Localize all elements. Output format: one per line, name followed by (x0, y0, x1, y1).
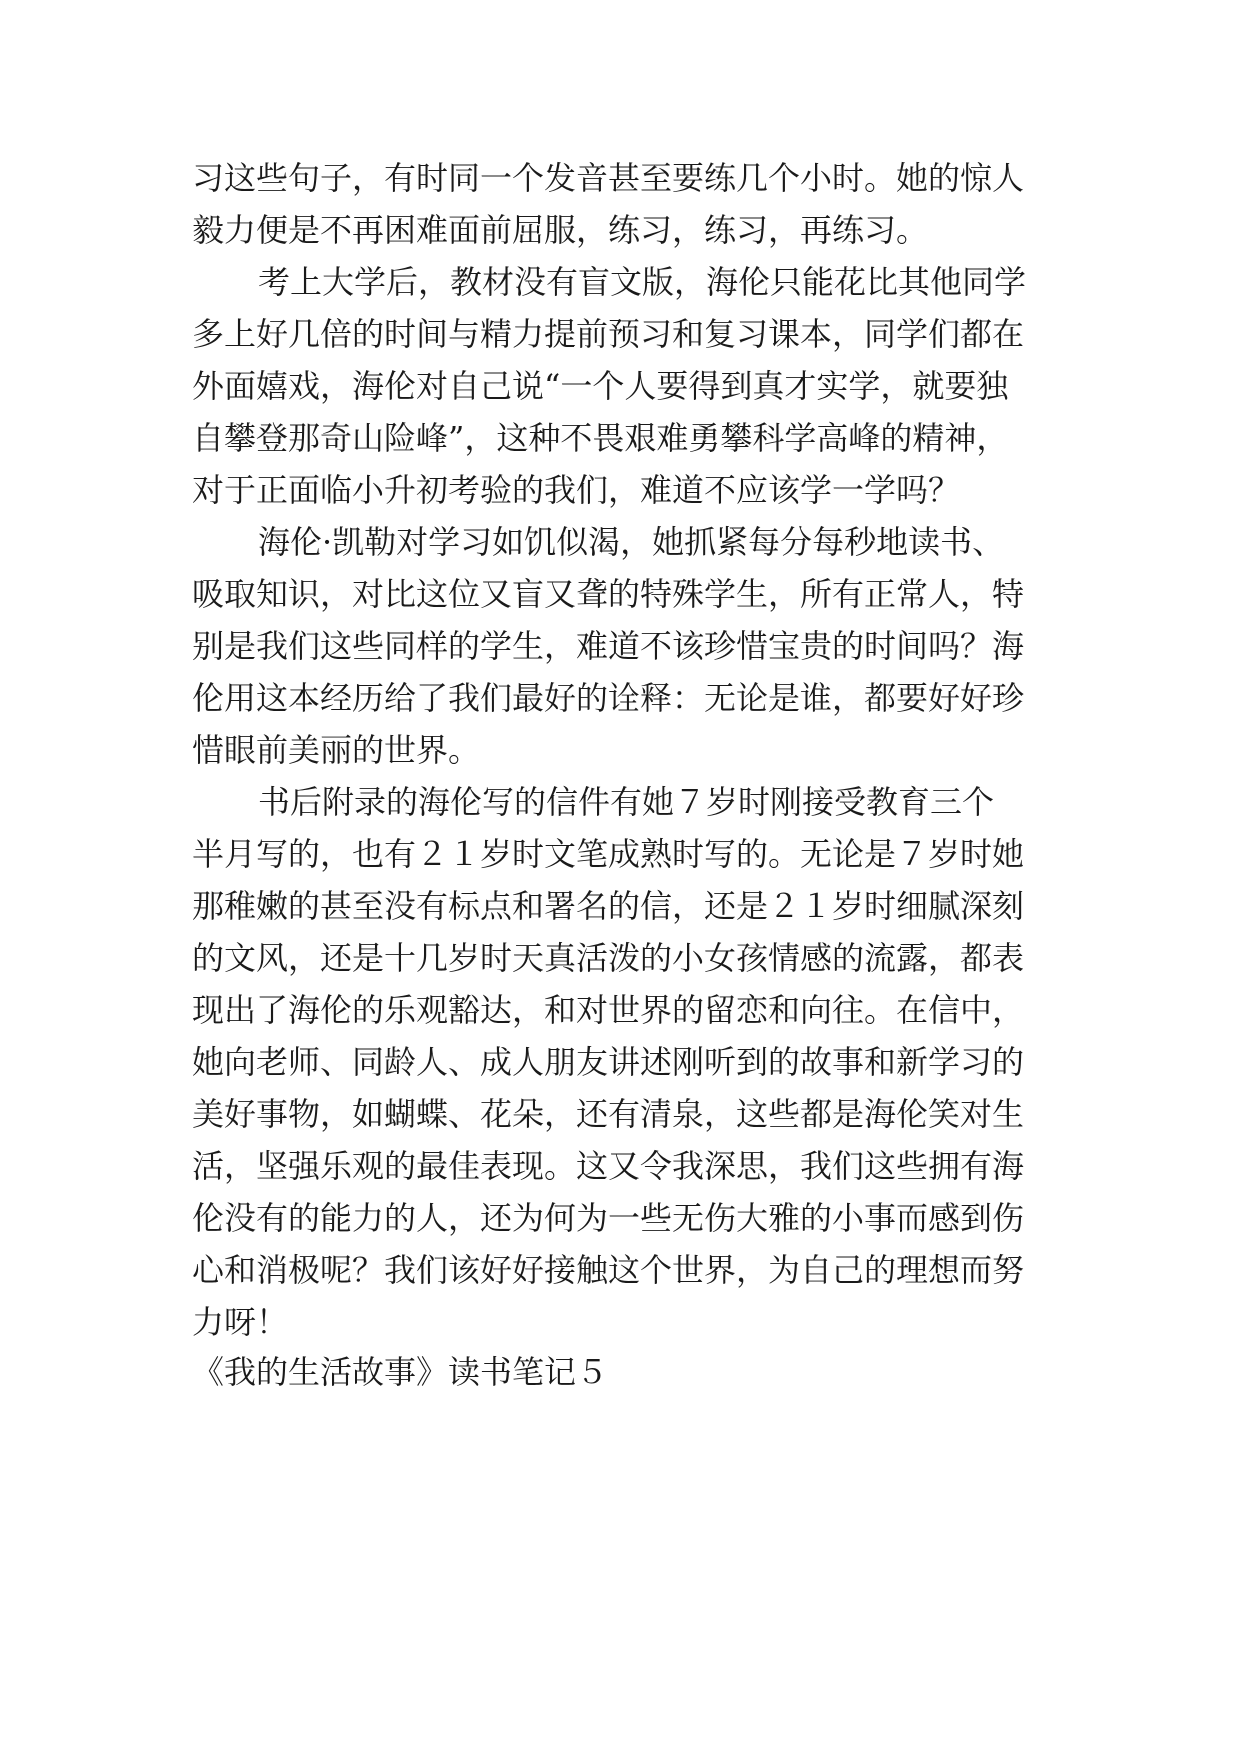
text-line: 美好事物，如蝴蝶、花朵，还有清泉，这些都是海伦笑对生 (192, 1095, 1025, 1133)
paragraph-first-line: 书后附录的海伦写的信件有她７岁时刚接受教育三个 (258, 783, 995, 821)
text-line: 外面嬉戏，海伦对自己说“一个人要得到真才实学，就要独 (192, 367, 1009, 405)
text-line: 的文风，还是十几岁时天真活泼的小女孩情感的流露，都表 (192, 939, 1025, 977)
text-line: 惜眼前美丽的世界。 (192, 731, 481, 769)
text-line: 现出了海伦的乐观豁达，和对世界的留恋和向往。在信中， (192, 991, 1025, 1029)
paragraph-first-line: 海伦·凯勒对学习如饥似渴，她抓紧每分每秒地读书、 (258, 523, 1005, 561)
text-line: 毅力便是不再困难面前屈服，练习，练习，再练习。 (192, 211, 929, 249)
text-line: 半月写的，也有２１岁时文笔成熟时写的。无论是７岁时她 (192, 835, 1025, 873)
text-line: 伦没有的能力的人，还为何为一些无伤大雅的小事而感到伤 (192, 1199, 1025, 1237)
text-line: 伦用这本经历给了我们最好的诠释：无论是谁，都要好好珍 (192, 679, 1025, 717)
text-line: 习这些句子，有时同一个发音甚至要练几个小时。她的惊人 (192, 159, 1025, 197)
text-line: 对于正面临小升初考验的我们，难道不应该学一学吗？ (192, 471, 961, 509)
text-line: 自攀登那奇山险峰”，这种不畏艰难勇攀科学高峰的精神， (192, 419, 1009, 457)
text-line: 吸取知识，对比这位又盲又聋的特殊学生，所有正常人，特 (192, 575, 1025, 613)
paragraph-first-line: 考上大学后，教材没有盲文版，海伦只能花比其他同学 (258, 263, 1027, 301)
section-heading: 《我的生活故事》读书笔记５ (192, 1353, 609, 1391)
text-line: 那稚嫩的甚至没有标点和署名的信，还是２１岁时细腻深刻 (192, 887, 1025, 925)
text-line: 活，坚强乐观的最佳表现。这又令我深思，我们这些拥有海 (192, 1147, 1025, 1185)
text-line: 她向老师、同龄人、成人朋友讲述刚听到的故事和新学习的 (192, 1043, 1025, 1081)
text-line: 别是我们这些同样的学生，难道不该珍惜宝贵的时间吗？海 (192, 627, 1025, 665)
text-line: 多上好几倍的时间与精力提前预习和复习课本，同学们都在 (192, 315, 1025, 353)
text-line: 力呀！ (192, 1303, 289, 1341)
text-line: 心和消极呢？我们该好好接触这个世界，为自己的理想而努 (192, 1251, 1025, 1289)
